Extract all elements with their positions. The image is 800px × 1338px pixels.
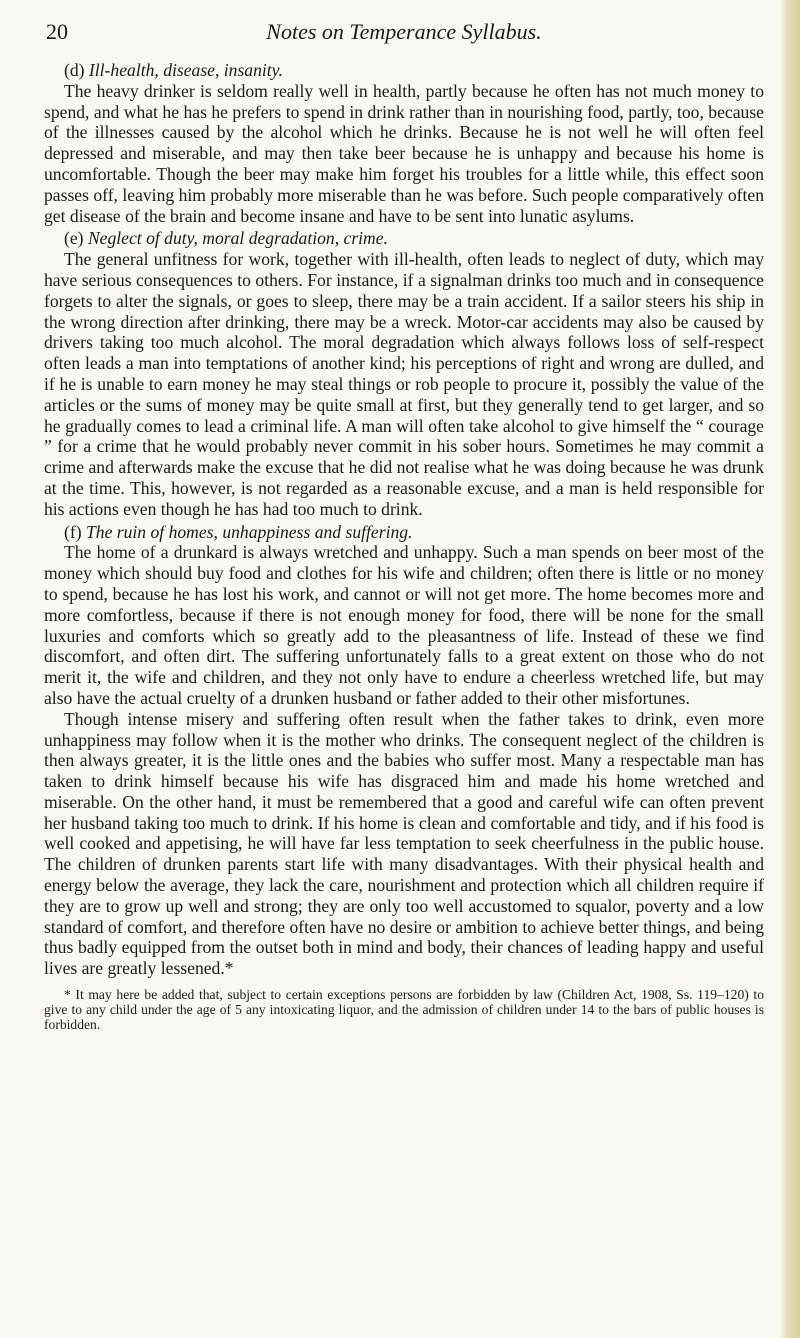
section-heading [44,228,764,249]
section-title: Ill-health, disease, insanity. [88,60,283,80]
footnote: * It may here be added that, subject to certain exceptions persons are forbidden by law (Children Act, 1908, Ss. 119–120) to give to any child under the age of 5 any intoxicating liquor, and the admission of children under 14 to the bars of public houses is forbidden. [44,987,764,1033]
paragraph: Though intense misery and suffering often result when the father takes to drink, even more unhappiness may follow when it is the mother who drinks. The consequent neglect of the children is then always greater, it is the little ones and the babies who suffer most. Many a respectable man has taken to drink himself because his wife has disgraced him and made his home wretched and miserable. On the other hand, it must be remembered that a good and careful wife can often prevent her husband taking too much to drink. If his home is clean and comfortable and tidy, and if his food is well cooked and appetising, he will have far less temptation to seek cheerfulness in the public house. The children of drunken parents start life with many disadvantages. With their physical health and energy below the average, they lack the care, nourishment and protection which all children require if they are to grow up well and strong; they are only too well accustomed to squalor, poverty and a low standard of comfort, and therefore often have no desire or ambition to achieve better things, and being thus badly equipped from the outset both in mind and body, their chances of leading happy and useful lives are greatly lessened.* [44,708,764,979]
section-label: (e) [64,228,84,249]
page-content [44,19,764,1046]
section-title: The ruin of homes, unhappiness and suffering. [85,521,413,542]
running-title: Notes on Temperance Syllabus. [266,19,542,44]
section-label: (d) [64,60,85,80]
paragraph: The heavy drinker is seldom really well in health, partly because he often has not much money to spend, and what he has he prefers to spend in drink rather than in nourishing food, partly, too, because of the illnesses caused by the alcohol which he drinks. Because he is not well he will often feel depressed and miserable, and may then take beer because he is unhappy and because his home is uncomfortable. Though the beer may make him forget his troubles for a little while, this effect soon passes off, leaving him probably more miserable than he was before. Such people comparatively often get disease of the brain and become insane and have to be sent into lunatic asylums. [44,80,764,226]
section-heading [44,60,764,81]
section-heading [44,522,764,543]
page-number: 20 [46,19,68,44]
paragraph: The home of a drunkard is always wretched and unhappy. Such a man spends on beer most of the money which should buy food and clothes for his wife and children; often there is little or no money to spend, because he has lost his work, and cannot or will not get more. The home becomes more and more comfortless, because if there is not enough money for food, there will be none for the small luxuries and comforts which so greatly add to the pleasantness of life. Instead of these we find discomfort, and often dirt. The suffering unfortunately falls to a great extent on those who do not merit it, the wife and children, and they not only have to endure a cheerless wretched life, but may also have the actual cruelty of a drunken husband or father added to their other misfortunes. [44,542,764,708]
section-e [44,228,764,519]
section-title: Neglect of duty, moral degradation, crime. [87,228,388,249]
page-header [44,19,764,58]
section-d [44,60,764,226]
page-edge [780,0,800,1338]
section-label: (f) [64,521,82,542]
section-f [44,522,764,980]
paragraph: The general unfitness for work, together with ill-health, often leads to neglect of duty, which may have serious consequences to others. For instance, if a signalman drinks too much and in consequence forgets to alter the signals, or goes to sleep, there may be a train accident. If a sailor steers his ship in the wrong direction after drinking, there may be a wreck. Motor-car accidents may also be caused by drivers taking too much alcohol. The moral degradation which always follows loss of self-respect often leads a man into temptations of another kind; his perceptions of right and wrong are dulled, and if he is unable to earn money he may steal things or rob people to procure it, possibly the value of the articles or the sums of money may be quite small at first, but they generally tend to get larger, and so he gradually comes to lead a criminal life. A man will often take alcohol to give himself the “ courage ” for a crime that he would probably never commit in his sober hours. Sometimes he may commit a crime and afterwards make the excuse that he did not realise what he was doing because he was drunk at the time. This, however, is not regarded as a reasonable excuse, and a man is held responsible for his actions even though he has had too much to drink. [44,249,764,519]
